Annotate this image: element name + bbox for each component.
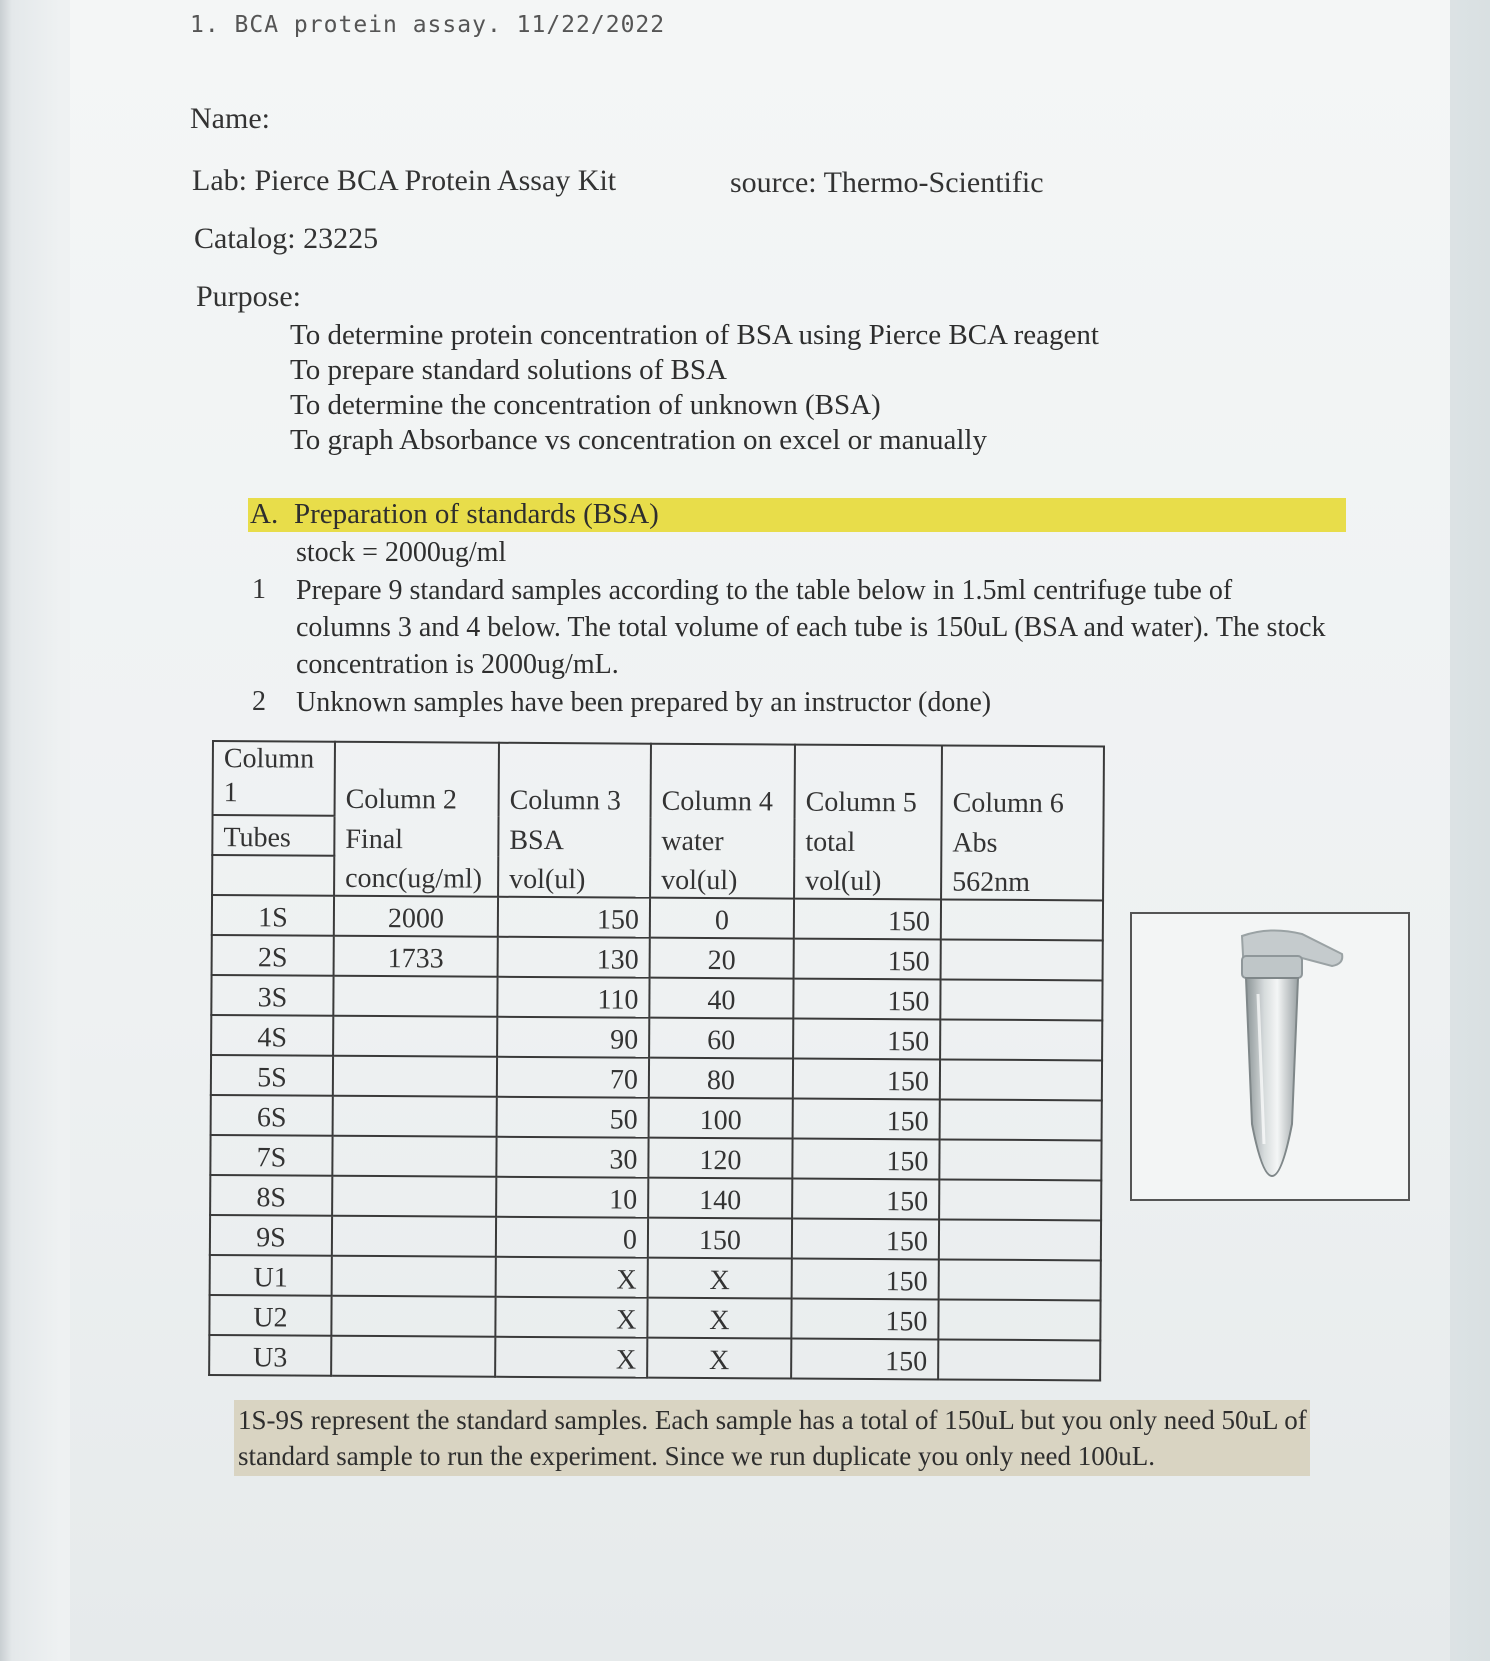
table-cell: 150 [792, 1219, 939, 1260]
note-text: 1S-9S represent the standard samples. Each sample has a total of 150uL but you only need 50uL of standard sample to run the experiment. Since we run duplicate you only need 100uL. [238, 1405, 1307, 1471]
table-cell: 5S [211, 1055, 333, 1096]
header-cell: Abs [941, 819, 1103, 860]
section-heading: Preparation of standards (BSA) [294, 498, 659, 530]
table-cell [938, 1299, 1100, 1340]
purpose-item: To graph Absorbance vs concentration on excel or manually [290, 424, 987, 456]
table-row [211, 1055, 1102, 1100]
table-cell: 0 [496, 1217, 648, 1258]
header-cell: Column 5 [795, 745, 942, 820]
source-line: source: Thermo-Scientific [730, 166, 1044, 199]
table-cell: 150 [791, 1339, 938, 1380]
table-cell: 50 [497, 1097, 649, 1138]
purpose-item: To determine the concentration of unknown (BSA) [290, 389, 881, 421]
table-cell [939, 1179, 1101, 1220]
table-header-row [213, 741, 1104, 820]
table-row [209, 1335, 1100, 1380]
table-cell: 130 [498, 937, 650, 978]
table-cell [939, 1219, 1101, 1260]
catalog-line: Catalog: 23225 [194, 222, 379, 255]
header-cell: conc(ug/ml) [334, 856, 498, 897]
header-cell: Column 4 [651, 744, 795, 819]
lab-line: Lab: Pierce BCA Protein Assay Kit [192, 164, 617, 197]
table-cell: 2000 [334, 896, 498, 937]
table-cell: X [495, 1297, 647, 1338]
table-cell: 150 [793, 1019, 940, 1060]
table-row [212, 895, 1103, 940]
standards-table [208, 740, 1105, 1381]
table-cell: 150 [792, 1139, 939, 1180]
step-text: Prepare 9 standard samples according to the table below in 1.5ml centrifuge tube of columns 3 and 4 below. The total volume of each tube is 150uL (BSA and water). The stock concentration is 2000ug/mL. [296, 575, 1326, 680]
table-cell: 30 [496, 1137, 648, 1178]
table-cell: X [647, 1338, 791, 1379]
table-cell [939, 1139, 1101, 1180]
purpose-label: Purpose: [196, 280, 301, 313]
table-cell: 140 [648, 1178, 792, 1219]
table-cell: 20 [650, 938, 794, 979]
header-cell: Final [334, 816, 498, 857]
header-cell: Tubes [212, 815, 334, 856]
table-row [211, 1095, 1102, 1140]
table-row [211, 1015, 1102, 1060]
header-cell: total [794, 819, 941, 860]
table-cell: 150 [793, 979, 940, 1020]
table-cell: U3 [209, 1335, 331, 1376]
table-cell [940, 1059, 1102, 1100]
table-cell: 100 [649, 1098, 793, 1139]
header-cell: vol(ul) [498, 857, 650, 898]
table-cell [939, 1259, 1101, 1300]
table-row [210, 1215, 1101, 1260]
table-cell: X [647, 1298, 791, 1339]
table-cell: 70 [497, 1057, 649, 1098]
step-text: Unknown samples have been prepared by an instructor (done) [296, 687, 992, 718]
table-row [211, 975, 1102, 1020]
header-cell: Column 2 [335, 742, 499, 817]
table-cell [940, 1099, 1102, 1140]
table-cell: U2 [209, 1295, 331, 1336]
table-cell [333, 1096, 497, 1137]
table-cell [332, 1176, 496, 1217]
step-number: 2 [252, 686, 266, 717]
table-cell: 150 [792, 1179, 939, 1220]
table-cell [333, 1016, 497, 1057]
header-cell: Column 1 [213, 741, 335, 816]
section-letter: A. [250, 498, 279, 530]
table-cell: 150 [648, 1218, 792, 1259]
table-cell: 9S [210, 1215, 332, 1256]
table-row [210, 1175, 1101, 1220]
name-label: Name: [190, 102, 270, 135]
table-cell: 150 [498, 897, 650, 938]
table-cell [332, 1256, 496, 1297]
header-cell: 562nm [941, 859, 1103, 900]
table-cell [332, 1216, 496, 1257]
table-row [212, 935, 1103, 980]
centrifuge-tube-icon [1132, 914, 1408, 1199]
table-cell: 1733 [334, 936, 498, 977]
table-cell: 60 [649, 1018, 793, 1059]
table-cell [940, 1019, 1102, 1060]
table-cell [332, 1136, 496, 1177]
table-cell: 90 [497, 1017, 649, 1058]
table-cell [940, 979, 1102, 1020]
table-cell: 150 [794, 939, 941, 980]
section-a-title [250, 498, 659, 531]
table-cell [333, 976, 497, 1017]
table-cell: 150 [793, 1059, 940, 1100]
table-cell: 110 [497, 977, 649, 1018]
table-row [209, 1295, 1100, 1340]
table-body [209, 895, 1103, 1380]
header-cell: BSA [498, 817, 650, 858]
header-cell [212, 855, 334, 896]
table-cell: 120 [648, 1138, 792, 1179]
table-cell: 7S [210, 1135, 332, 1176]
table-cell: 3S [211, 975, 333, 1016]
stock-line: stock = 2000ug/ml [296, 537, 507, 568]
table-cell: 4S [211, 1015, 333, 1056]
table-cell: 150 [793, 1099, 940, 1140]
step-number: 1 [252, 574, 266, 605]
page-header: 1. BCA protein assay. 11/22/2022 [190, 12, 666, 38]
table-cell: 2S [212, 935, 334, 976]
header-cell: Column 6 [942, 745, 1104, 820]
table-cell [938, 1339, 1100, 1380]
table-cell: U1 [210, 1255, 332, 1296]
table-header-row [212, 855, 1103, 900]
header-cell: Column 3 [499, 743, 651, 818]
table-cell: 10 [496, 1177, 648, 1218]
tube-image-frame [1130, 912, 1410, 1201]
table-cell: 40 [649, 978, 793, 1019]
table-cell [941, 899, 1103, 940]
table-cell: 6S [211, 1095, 333, 1136]
table-cell: X [648, 1258, 792, 1299]
table-cell: 80 [649, 1058, 793, 1099]
purpose-item: To prepare standard solutions of BSA [290, 354, 727, 386]
table-row [210, 1255, 1101, 1300]
table-header-row [212, 815, 1103, 860]
table-row [210, 1135, 1101, 1180]
table-cell: 150 [794, 899, 941, 940]
table-cell [941, 939, 1103, 980]
header-cell: vol(ul) [794, 859, 941, 900]
table-cell [331, 1296, 495, 1337]
table-cell [331, 1336, 495, 1377]
table-cell: X [495, 1337, 647, 1378]
table-cell: 1S [212, 895, 334, 936]
header-cell: vol(ul) [650, 858, 794, 899]
purpose-item: To determine protein concentration of BSA using Pierce BCA reagent [290, 319, 1099, 351]
table-cell: 0 [650, 898, 794, 939]
table-cell: 150 [792, 1259, 939, 1300]
header-cell: water [650, 818, 794, 859]
table-cell: X [496, 1257, 648, 1298]
table-cell: 150 [791, 1299, 938, 1340]
table-cell: 8S [210, 1175, 332, 1216]
table-cell [333, 1056, 497, 1097]
